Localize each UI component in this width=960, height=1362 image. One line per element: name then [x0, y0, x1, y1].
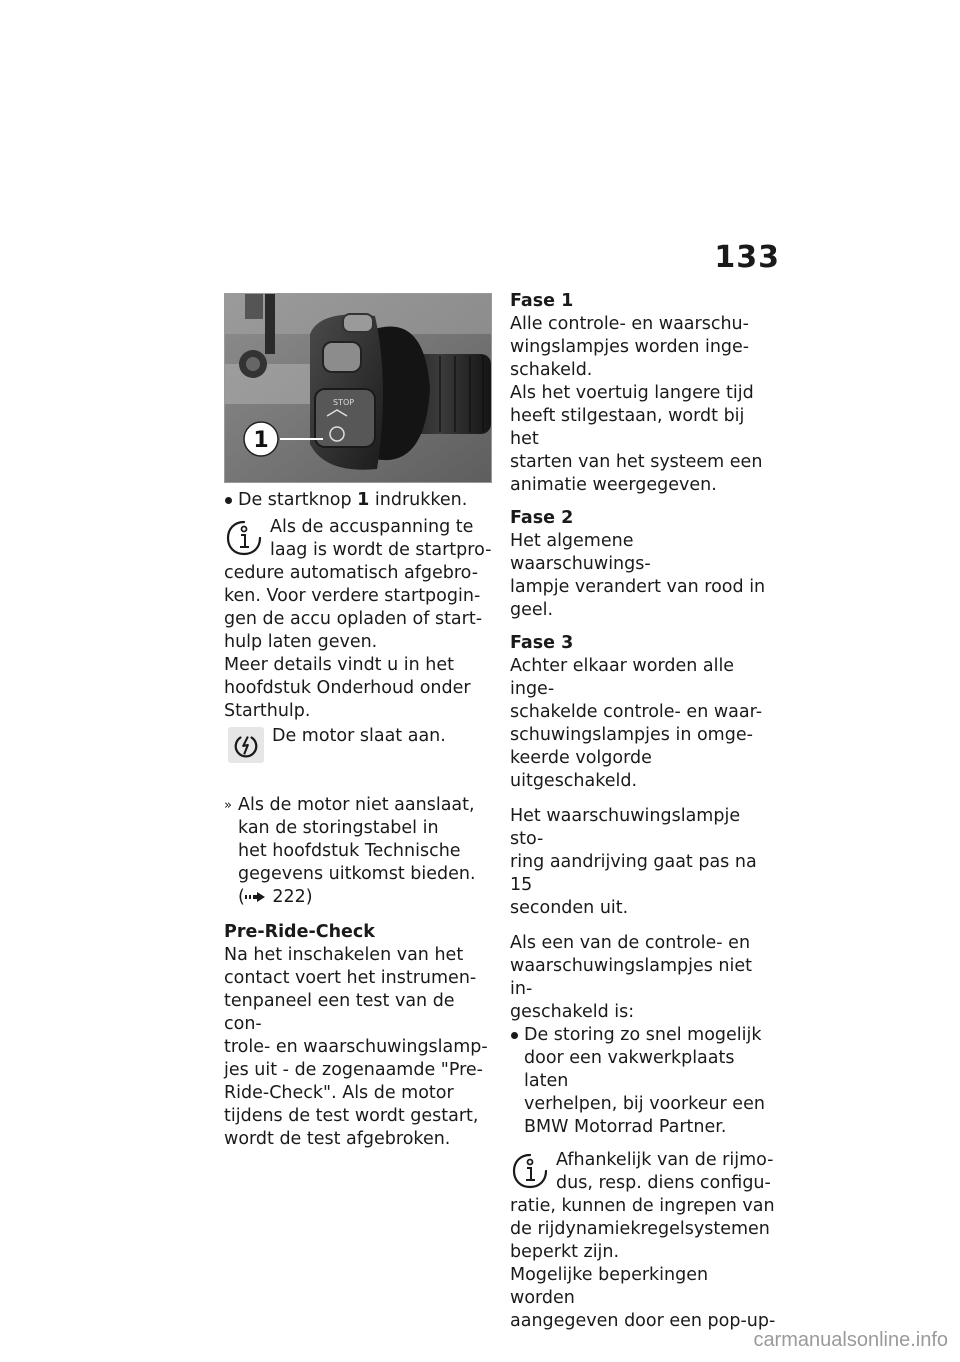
engine-starts-result [224, 725, 492, 780]
page-reference[interactable] [238, 886, 492, 909]
note-line-7: hoofdstuk Onderhoud onder [224, 678, 471, 698]
troubleshoot-step [224, 794, 492, 909]
phase-2-line-2: geel. [510, 600, 554, 620]
note-line-5: hulp laten geven. [224, 632, 378, 652]
warning-lamp-line-0: Het waarschuwingslampje sto- [510, 806, 741, 849]
section-line-3: trole- en waarschuwingslamp- [224, 1037, 488, 1057]
bullet-text-before: De startknop [238, 490, 358, 510]
ref-open: ( [238, 887, 245, 907]
section-line-5: Ride-Check". Als de motor [224, 1083, 454, 1103]
page-ref-arrow-icon [245, 891, 267, 903]
note-line-2: cedure automatisch afgebro- [224, 563, 479, 583]
page-number: 133 [714, 240, 780, 275]
repair-bullet [510, 1024, 778, 1139]
section-heading-pre-ride-check: Pre-Ride-Check [224, 922, 375, 942]
note-line-6: Meer details vindt u in het [224, 655, 454, 675]
phase-1-heading: Fase 1 [510, 291, 574, 311]
phase-3-line-0: Achter elkaar worden alle inge- [510, 656, 735, 699]
battery-note [224, 516, 492, 723]
note-2-line-4: beperkt zijn. [510, 1242, 620, 1262]
section-line-0: Na het inschakelen van het [224, 945, 464, 965]
note-line-1: laag is wordt de startpro- [270, 540, 492, 560]
bullet-callout: 1 [357, 490, 370, 510]
note-line-0: Als de accuspanning te [270, 517, 474, 537]
repair-line-2: verhelpen, bij voorkeur een [524, 1094, 765, 1114]
phase-2-heading: Fase 2 [510, 508, 574, 528]
section-line-1: contact voert het instrumen- [224, 968, 477, 988]
phase-1-line-3: Als het voertuig langere tijd [510, 383, 754, 403]
handlebar-switch-illustration [225, 294, 491, 482]
phase-1-line-2: schakeld. [510, 360, 593, 380]
step-marker: » [224, 798, 232, 813]
phase-3-line-2: schuwingslampjes in omge- [510, 725, 753, 745]
phase-2-line-0: Het algemene waarschuwings- [510, 531, 651, 574]
left-column [224, 293, 492, 1151]
step-line-2: het hoofdstuk Technische [238, 841, 461, 861]
section-line-7: wordt de test afgebroken. [224, 1129, 451, 1149]
note-2-line-3: de rijdynamiekregelsystemen [510, 1219, 770, 1239]
bullet-text-after: indrukken. [369, 490, 468, 510]
phase-1-line-1: wingslampjes worden inge- [510, 337, 750, 357]
step-line-3: gegevens uitkomst bieden. [238, 864, 476, 884]
warning-lamp-line-1: ring aandrijving gaat pas na 15 [510, 852, 757, 895]
repair-line-1: door een vakwerkplaats laten [524, 1048, 735, 1091]
info-icon [224, 518, 264, 558]
repair-line-3: BMW Motorrad Partner. [524, 1117, 727, 1137]
right-column [510, 290, 778, 1333]
phase-1-line-6: animatie weergegeven. [510, 475, 717, 495]
note-2-line-1: dus, resp. diens configu- [556, 1173, 771, 1193]
repair-line-0: De storing zo snel mogelijk [524, 1025, 762, 1045]
warning-lamp-line-2: seconden uit. [510, 898, 629, 918]
note-line-4: gen de accu opladen of start- [224, 609, 483, 629]
lamps-off-line-1: waarschuwingslampjes niet in- [510, 956, 753, 999]
stop-label: STOP [333, 398, 355, 407]
note-2-line-5: Mogelijke beperkingen worden [510, 1265, 709, 1308]
phase-2-line-1: lampje verandert van rood in [510, 577, 766, 597]
phase-1-line-4: heeft stilgestaan, wordt bij het [510, 406, 745, 449]
figure-callout: 1 [253, 428, 269, 453]
press-start-bullet [224, 489, 492, 512]
watermark: carmanualsonline.info [753, 1329, 948, 1351]
phase-3-heading: Fase 3 [510, 633, 574, 653]
section-line-4: jes uit - de zogenaamde "Pre- [224, 1060, 483, 1080]
note-2-line-2: ratie, kunnen de ingrepen van [510, 1196, 775, 1216]
riding-mode-note [510, 1149, 778, 1333]
note-2-line-0: Afhankelijk van de rijmo- [556, 1150, 774, 1170]
ref-page: 222) [266, 887, 313, 907]
step-line-0: Als de motor niet aanslaat, [238, 795, 475, 815]
result-text: De motor slaat aan. [272, 726, 446, 746]
engine-start-icon [228, 727, 264, 763]
handlebar-switch-figure [224, 293, 492, 483]
note-line-3: ken. Voor verdere startpogin- [224, 586, 481, 606]
note-line-8: Starthulp. [224, 701, 311, 721]
step-line-1: kan de storingstabel in [238, 818, 439, 838]
phase-3-line-3: keerde volgorde uitgeschakeld. [510, 748, 652, 791]
phase-3-line-1: schakelde controle- en waar- [510, 702, 763, 722]
note-2-line-6: aangegeven door een pop-up- [510, 1311, 776, 1331]
phase-1-line-5: starten van het systeem een [510, 452, 763, 472]
section-line-2: tenpaneel een test van de con- [224, 991, 455, 1034]
lamps-off-line-2: geschakeld is: [510, 1002, 635, 1022]
section-line-6: tijdens de test wordt gestart, [224, 1106, 479, 1126]
info-icon [510, 1151, 550, 1191]
lamps-off-line-0: Als een van de controle- en [510, 933, 751, 953]
phase-1-line-0: Alle controle- en waarschu- [510, 314, 749, 334]
